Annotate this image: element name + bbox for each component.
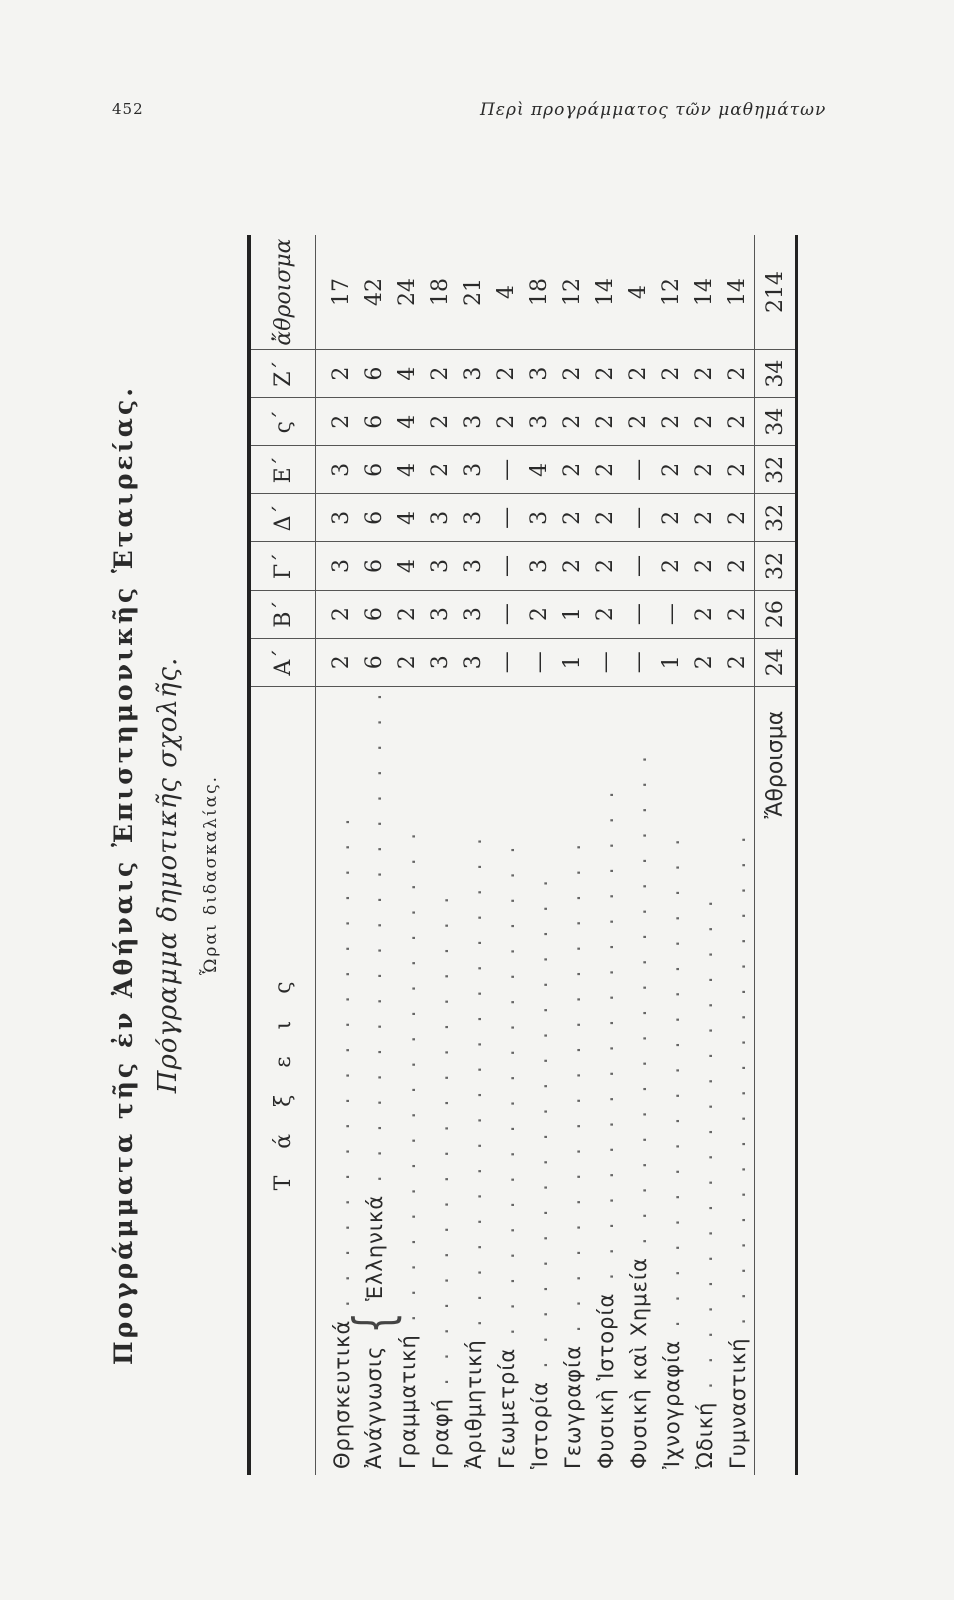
value-cell: 3 <box>457 590 490 638</box>
subject-label: Θρησκευτικά <box>329 1319 354 1469</box>
value-cell: 2 <box>391 590 424 638</box>
subject-label: Ὠδική <box>692 1401 717 1469</box>
subject-label: Γεωμετρία <box>494 1347 519 1469</box>
value-cell: 3 <box>424 542 457 590</box>
value-cell: 4 <box>523 446 556 494</box>
value-cell: 3 <box>424 494 457 542</box>
value-cell: — <box>622 446 655 494</box>
table-row <box>316 235 359 1475</box>
value-cell: 2 <box>556 494 589 542</box>
value-cell: 2 <box>721 446 755 494</box>
subject-cell <box>655 686 688 1475</box>
value-cell: 6 <box>358 542 391 590</box>
value-cell: 12 <box>659 278 684 307</box>
leader-dots: . . . . . . . . . . . . . . . . . . . . <box>560 837 585 1345</box>
value-cell: 3 <box>424 638 457 686</box>
subject-label: Ἀριθμητική <box>461 1339 486 1469</box>
leader-dots: . . . . . . . . . . . . . . . . . . . . <box>725 830 750 1338</box>
table-row <box>622 235 655 1475</box>
value-cell: 2 <box>589 542 622 590</box>
value-cell: 2 <box>622 398 655 446</box>
subject-cell <box>457 686 490 1475</box>
subject-label: Ἰχνογραφία <box>659 1339 684 1469</box>
value-cell: 3 <box>316 542 359 590</box>
subject-cell <box>589 686 622 1475</box>
value-cell: 2 <box>556 398 589 446</box>
leader-dots: . . . . . . . . . . . . . . . . . . . . <box>428 890 453 1398</box>
header-class-a: Α΄ <box>249 638 316 686</box>
value-cell: 6 <box>358 638 391 686</box>
value-cell: 2 <box>721 494 755 542</box>
value-cell: — <box>490 542 523 590</box>
table-row <box>523 235 556 1475</box>
header-class-g: Ζ΄ <box>249 350 316 398</box>
value-cell: 2 <box>688 494 721 542</box>
table-row <box>556 235 589 1475</box>
subject-label: Γραμματική <box>395 1334 420 1469</box>
table-row <box>391 235 424 1475</box>
value-cell: 4 <box>391 494 424 542</box>
total-label: Ἄθροισμα <box>755 686 797 1475</box>
value-cell: 4 <box>626 285 651 300</box>
value-cell: 1 <box>556 638 589 686</box>
header-class-f: ς΄ <box>249 398 316 446</box>
subject-cell <box>721 686 755 1475</box>
total-cell: 32 <box>755 494 797 542</box>
value-cell: — <box>622 590 655 638</box>
value-cell: 2 <box>655 542 688 590</box>
value-cell: 2 <box>424 398 457 446</box>
subject-cell <box>316 686 359 1475</box>
value-cell: 3 <box>457 542 490 590</box>
leader-dots: . . . . . . . . . . . . . . . . . . . . <box>395 827 420 1335</box>
value-cell: 1 <box>556 590 589 638</box>
value-cell: 2 <box>556 350 589 398</box>
leader-dots: . . . . . . . . . . . . . . . . . . . . <box>329 812 354 1320</box>
value-cell: 3 <box>457 350 490 398</box>
value-cell: — <box>655 590 688 638</box>
value-cell: — <box>490 494 523 542</box>
value-cell: 3 <box>424 590 457 638</box>
header-class-d: Δ΄ <box>249 494 316 542</box>
subtitle: Πρόγραμμα δημοτικῆς σχολῆς. <box>153 656 183 1094</box>
value-cell: 6 <box>358 446 391 494</box>
value-cell: 4 <box>391 542 424 590</box>
header-subject: Τ ά ξ ε ι ς <box>249 686 316 1475</box>
value-cell: — <box>490 590 523 638</box>
value-cell: 3 <box>457 638 490 686</box>
subject-label: Ἱστορία <box>527 1381 552 1469</box>
value-cell: 2 <box>424 446 457 494</box>
total-cell: 214 <box>755 235 797 350</box>
value-cell: 6 <box>358 350 391 398</box>
subject-label: Φυσικὴ καὶ Χημεία <box>626 1257 651 1469</box>
main-title: Προγράμματα τῆς ἐν Ἀθήναις Ἐπιστημονικῆς Ἑταιρείας. <box>109 385 138 1365</box>
header-class-e: Ε΄ <box>249 446 316 494</box>
value-cell: 2 <box>721 350 755 398</box>
value-cell: 2 <box>556 542 589 590</box>
subject-cell <box>391 686 424 1475</box>
value-cell: 14 <box>725 278 750 307</box>
value-cell: 6 <box>358 398 391 446</box>
value-cell: 2 <box>688 542 721 590</box>
value-cell: 6 <box>358 590 391 638</box>
leader-dots: . . . . . . . . . . . . . . . . . . . . <box>659 832 684 1340</box>
value-cell: 3 <box>316 494 359 542</box>
value-cell: 2 <box>655 494 688 542</box>
value-cell: 2 <box>490 398 523 446</box>
subject-label: Φυσικὴ Ἱστορία <box>593 1292 618 1469</box>
subject-cell <box>556 686 589 1475</box>
value-cell: 17 <box>329 278 354 307</box>
value-cell: 2 <box>688 446 721 494</box>
value-cell: 2 <box>655 446 688 494</box>
leader-dots: . . . . . . . . . . . . . . . . . . . . <box>494 840 519 1348</box>
value-cell: 2 <box>589 590 622 638</box>
total-row <box>755 235 797 1475</box>
value-cell: 2 <box>589 494 622 542</box>
value-cell: 2 <box>688 590 721 638</box>
subject-label: Γεωγραφία <box>560 1344 585 1469</box>
value-cell: 2 <box>556 446 589 494</box>
value-cell: 2 <box>589 398 622 446</box>
table-row <box>490 235 523 1475</box>
table-row <box>424 235 457 1475</box>
value-cell: 4 <box>391 446 424 494</box>
subject-label: Ἀνάγνωσις <box>362 1345 386 1469</box>
running-head: Περὶ προγράμματος τῶν μαθημάτων <box>480 100 827 120</box>
value-cell: — <box>622 542 655 590</box>
rotated-content <box>87 150 867 1600</box>
leader-dots: . . . . . . . . . . . . . . . . . . . . <box>692 894 717 1402</box>
value-cell: 3 <box>457 446 490 494</box>
value-cell: 2 <box>721 638 755 686</box>
value-cell: 2 <box>721 590 755 638</box>
total-cell: 34 <box>755 398 797 446</box>
value-cell: 3 <box>316 446 359 494</box>
value-cell: 42 <box>362 278 387 307</box>
value-cell: — <box>490 446 523 494</box>
value-cell: 12 <box>560 278 585 307</box>
value-cell: 21 <box>461 278 486 307</box>
value-cell: 2 <box>589 350 622 398</box>
brace-group-label: Ἑλληνικά <box>363 1194 387 1301</box>
value-cell: 18 <box>527 278 552 307</box>
subject-label: Γυμναστική <box>725 1337 750 1469</box>
leader-dots: . . . . . . . . . . . . . . . . . . . . <box>362 687 386 1195</box>
value-cell: 14 <box>692 278 717 307</box>
total-cell: 34 <box>755 350 797 398</box>
value-cell: 2 <box>316 350 359 398</box>
table-row <box>721 235 755 1475</box>
value-cell: 2 <box>490 350 523 398</box>
total-cell: 32 <box>755 446 797 494</box>
table-body <box>316 235 755 1475</box>
table-row <box>589 235 622 1475</box>
value-cell: 3 <box>523 350 556 398</box>
value-cell: 2 <box>688 350 721 398</box>
leader-dots: . . . . . . . . . . . . . . . . . . . . <box>527 874 552 1382</box>
value-cell: 2 <box>721 542 755 590</box>
value-cell: 14 <box>593 278 618 307</box>
value-cell: — <box>589 638 622 686</box>
subject-cell <box>688 686 721 1475</box>
header-class-c: Γ΄ <box>249 542 316 590</box>
total-cell: 26 <box>755 590 797 638</box>
total-cell: 24 <box>755 638 797 686</box>
table-row <box>688 235 721 1475</box>
leader-dots: . . . . . . . . . . . . . . . . . . . . <box>593 785 618 1293</box>
table-row <box>457 235 490 1475</box>
value-cell: — <box>622 494 655 542</box>
value-cell: 2 <box>655 398 688 446</box>
value-cell: 2 <box>316 398 359 446</box>
value-cell: 2 <box>316 590 359 638</box>
value-cell: 2 <box>655 350 688 398</box>
value-cell: 24 <box>395 278 420 307</box>
value-cell: 2 <box>589 446 622 494</box>
value-cell: 3 <box>523 494 556 542</box>
subject-label: Γραφή <box>428 1397 453 1469</box>
value-cell: 2 <box>391 638 424 686</box>
value-cell: 3 <box>523 398 556 446</box>
subject-cell <box>343 686 407 1475</box>
header-class-b: Β΄ <box>249 590 316 638</box>
value-cell: 2 <box>523 590 556 638</box>
table-row <box>655 235 688 1475</box>
value-cell: 4 <box>391 398 424 446</box>
value-cell: 2 <box>622 350 655 398</box>
value-cell: — <box>490 638 523 686</box>
value-cell: — <box>622 638 655 686</box>
subject-cell <box>490 686 523 1475</box>
leader-dots: . . . . . . . . . . . . . . . . . . . . <box>626 750 651 1258</box>
value-cell: 3 <box>523 542 556 590</box>
value-cell: 3 <box>457 494 490 542</box>
brace-icon: { <box>343 1310 407 1334</box>
value-cell: 4 <box>494 285 519 300</box>
value-cell: 18 <box>428 278 453 307</box>
subject-cell <box>523 686 556 1475</box>
value-cell: 4 <box>391 350 424 398</box>
page-number: 452 <box>112 100 144 118</box>
value-cell: 1 <box>655 638 688 686</box>
value-cell: 2 <box>688 398 721 446</box>
header-row <box>249 235 316 1475</box>
value-cell: 2 <box>688 638 721 686</box>
header-sum: ἄθροισμα <box>249 235 316 350</box>
table-row <box>358 235 391 1475</box>
value-cell: 6 <box>358 494 391 542</box>
total-cell: 32 <box>755 542 797 590</box>
value-cell: 2 <box>424 350 457 398</box>
value-cell: 2 <box>721 398 755 446</box>
value-cell: 3 <box>457 398 490 446</box>
schedule-table <box>247 235 798 1475</box>
subject-cell <box>622 686 655 1475</box>
subsubtitle: Ὧραι διδασκαλίας. <box>201 774 221 976</box>
subject-cell <box>424 686 457 1475</box>
value-cell: 2 <box>316 638 359 686</box>
value-cell: — <box>523 638 556 686</box>
leader-dots: . . . . . . . . . . . . . . . . . . . . <box>461 832 486 1340</box>
